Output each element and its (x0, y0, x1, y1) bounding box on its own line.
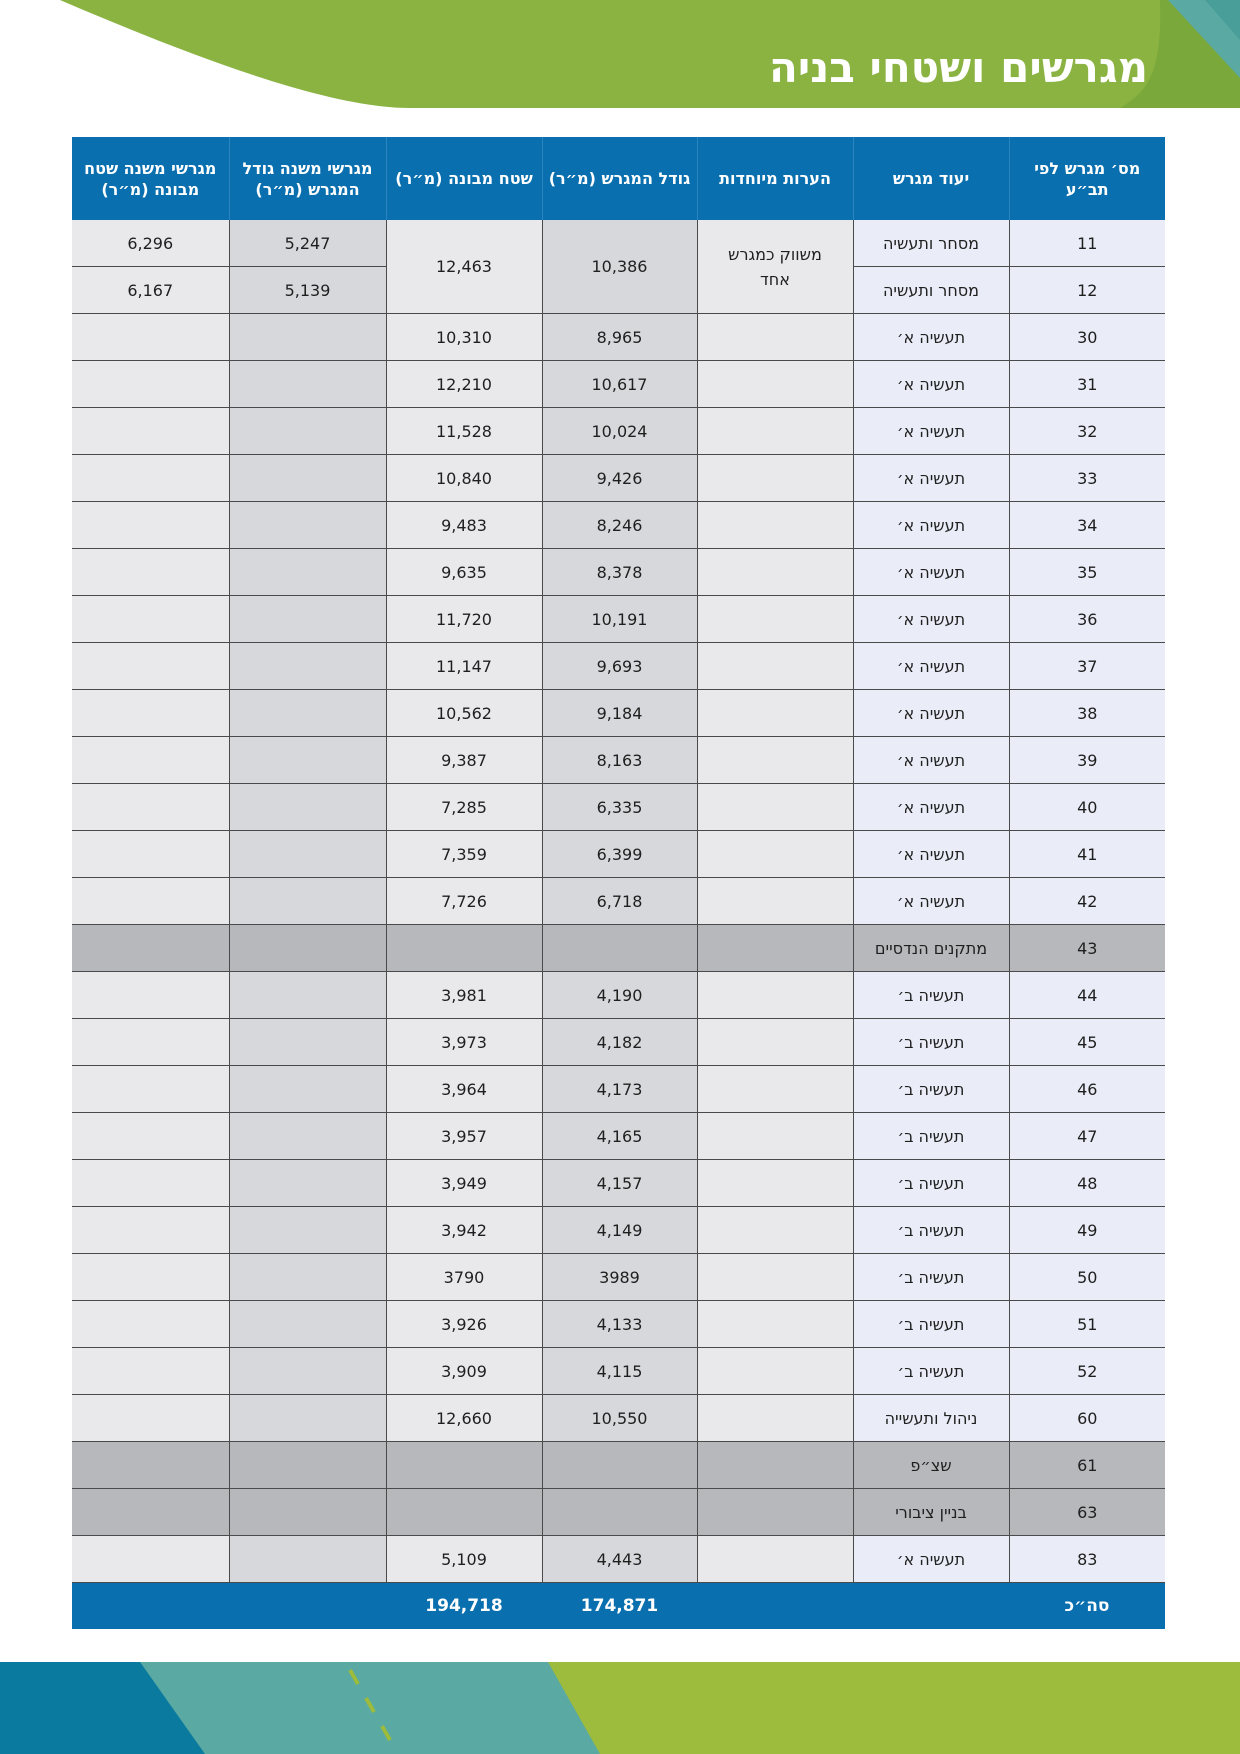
plot-use-cell: תעשיה א׳ (853, 408, 1009, 455)
subplot-size-cell (229, 972, 386, 1019)
header-plot-use: יעוד מגרש (853, 137, 1009, 220)
subplot-size-cell (229, 596, 386, 643)
subplot-built-cell (72, 878, 229, 925)
plot-use-cell: תעשיה ב׳ (853, 1207, 1009, 1254)
built-area-cell: 3,957 (386, 1113, 542, 1160)
plot-size-cell: 10,550 (542, 1395, 697, 1442)
subplot-built-cell (72, 643, 229, 690)
subplot-size-cell (229, 737, 386, 784)
notes-cell (697, 690, 853, 737)
plot-use-cell: תעשיה א׳ (853, 455, 1009, 502)
plot-number-cell: 47 (1009, 1113, 1165, 1160)
table-row (72, 784, 1165, 831)
plot-use-cell: תעשיה א׳ (853, 784, 1009, 831)
table-row (72, 596, 1165, 643)
total-empty (72, 1583, 229, 1630)
subplot-size-cell (229, 1066, 386, 1113)
plot-size-cell (542, 925, 697, 972)
subplot-built-cell (72, 1113, 229, 1160)
plot-number-cell: 44 (1009, 972, 1165, 1019)
table-row (72, 1301, 1165, 1348)
plot-number-cell: 38 (1009, 690, 1165, 737)
table-row (72, 1113, 1165, 1160)
plot-use-cell: תעשיה ב׳ (853, 972, 1009, 1019)
built-area-cell: 9,483 (386, 502, 542, 549)
notes-cell (697, 1348, 853, 1395)
plot-size-cell: 9,184 (542, 690, 697, 737)
total-empty (853, 1583, 1009, 1630)
subplot-size-cell (229, 1395, 386, 1442)
plot-size-cell: 8,246 (542, 502, 697, 549)
table-row (72, 1019, 1165, 1066)
built-area-cell: 9,387 (386, 737, 542, 784)
table-row (72, 831, 1165, 878)
subplot-built-cell (72, 314, 229, 361)
plot-number-cell: 48 (1009, 1160, 1165, 1207)
plot-number-cell: 83 (1009, 1536, 1165, 1583)
table-row (72, 1348, 1165, 1395)
built-area-cell: 5,109 (386, 1536, 542, 1583)
subplot-size-cell: 5,139 (229, 267, 386, 314)
built-area-cell (386, 1442, 542, 1489)
notes-cell (697, 925, 853, 972)
plot-number-cell: 39 (1009, 737, 1165, 784)
built-area-cell: 7,726 (386, 878, 542, 925)
plot-number-cell: 51 (1009, 1301, 1165, 1348)
notes-cell (697, 455, 853, 502)
plot-number-cell: 41 (1009, 831, 1165, 878)
subplot-size-cell (229, 1536, 386, 1583)
plot-size-cell: 4,157 (542, 1160, 697, 1207)
built-area-cell: 7,359 (386, 831, 542, 878)
table-row (72, 1442, 1165, 1489)
notes-cell (697, 1536, 853, 1583)
footer-banner (0, 1662, 1240, 1754)
plot-number-cell: 46 (1009, 1066, 1165, 1113)
plot-number-cell: 37 (1009, 643, 1165, 690)
plot-use-cell: תעשיה א׳ (853, 502, 1009, 549)
subplot-built-cell: 6,167 (72, 267, 229, 314)
notes-cell (697, 1301, 853, 1348)
subplot-size-cell (229, 455, 386, 502)
header-subplot-size: מגרשי משנה גודל המגרש (מ״ר) (229, 137, 386, 220)
plot-number-cell: 33 (1009, 455, 1165, 502)
plot-use-cell: תעשיה א׳ (853, 314, 1009, 361)
built-area-cell: 9,635 (386, 549, 542, 596)
plot-number-cell: 42 (1009, 878, 1165, 925)
plot-size-cell: 10,386 (542, 220, 697, 314)
subplot-built-cell (72, 1442, 229, 1489)
subplot-size-cell (229, 925, 386, 972)
table-row (72, 972, 1165, 1019)
table-row (72, 549, 1165, 596)
subplot-built-cell (72, 784, 229, 831)
built-area-cell: 10,562 (386, 690, 542, 737)
plot-size-cell: 4,190 (542, 972, 697, 1019)
subplot-size-cell (229, 1207, 386, 1254)
subplot-built-cell (72, 1395, 229, 1442)
subplot-built-cell (72, 737, 229, 784)
plot-size-cell: 8,378 (542, 549, 697, 596)
subplot-built-cell (72, 1019, 229, 1066)
built-area-cell: 3,942 (386, 1207, 542, 1254)
plot-use-cell: תעשיה ב׳ (853, 1348, 1009, 1395)
plot-use-cell: תעשיה ב׳ (853, 1066, 1009, 1113)
subplot-size-cell (229, 549, 386, 596)
subplot-size-cell: 5,247 (229, 220, 386, 267)
built-area-cell: 12,210 (386, 361, 542, 408)
subplot-size-cell (229, 878, 386, 925)
plot-size-cell: 6,335 (542, 784, 697, 831)
built-area-cell: 11,147 (386, 643, 542, 690)
plot-number-cell: 34 (1009, 502, 1165, 549)
notes-cell (697, 220, 853, 314)
built-area-cell (386, 925, 542, 972)
table-row (72, 1207, 1165, 1254)
plot-use-cell: ניהול ותעשייה (853, 1395, 1009, 1442)
plot-use-cell: תעשיה ב׳ (853, 1301, 1009, 1348)
subplot-size-cell (229, 1489, 386, 1536)
plot-use-cell: תעשיה א׳ (853, 549, 1009, 596)
subplot-size-cell (229, 314, 386, 361)
plot-use-cell: תעשיה א׳ (853, 1536, 1009, 1583)
notes-cell (697, 314, 853, 361)
subplot-built-cell (72, 1348, 229, 1395)
subplot-built-cell (72, 1066, 229, 1113)
notes-cell (697, 1489, 853, 1536)
plot-size-cell: 10,024 (542, 408, 697, 455)
table-row (72, 361, 1165, 408)
plot-use-cell: תעשיה ב׳ (853, 1160, 1009, 1207)
plot-size-cell: 4,149 (542, 1207, 697, 1254)
subplot-built-cell (72, 1254, 229, 1301)
notes-cell (697, 1066, 853, 1113)
header-plot-number: מס׳ מגרש לפי תב״ע (1009, 137, 1165, 220)
built-area-cell: 3,949 (386, 1160, 542, 1207)
header-built-area: שטח מבונה (מ״ר) (386, 137, 542, 220)
plot-use-cell: תעשיה א׳ (853, 737, 1009, 784)
subplot-size-cell (229, 1113, 386, 1160)
table-row (72, 220, 1165, 267)
plot-size-cell: 10,191 (542, 596, 697, 643)
subplot-built-cell (72, 1207, 229, 1254)
plot-size-cell: 4,115 (542, 1348, 697, 1395)
plot-number-cell: 11 (1009, 220, 1165, 267)
plot-size-cell: 4,173 (542, 1066, 697, 1113)
header-plot-size: גודל המגרש (מ״ר) (542, 137, 697, 220)
notes-cell (697, 737, 853, 784)
notes-cell (697, 361, 853, 408)
notes-cell (697, 1113, 853, 1160)
plot-number-cell: 35 (1009, 549, 1165, 596)
plots-table (72, 137, 1165, 1629)
plot-size-cell: 8,965 (542, 314, 697, 361)
subplot-built-cell (72, 1489, 229, 1536)
header-notes: הערות מיוחדות (697, 137, 853, 220)
notes-cell (697, 1160, 853, 1207)
plot-size-cell (542, 1442, 697, 1489)
plot-size-cell: 3989 (542, 1254, 697, 1301)
subplot-size-cell (229, 502, 386, 549)
plot-size-cell: 4,443 (542, 1536, 697, 1583)
plot-number-cell: 30 (1009, 314, 1165, 361)
subplot-built-cell (72, 408, 229, 455)
table-row (72, 1536, 1165, 1583)
plot-use-cell: מסחר ותעשיה (853, 267, 1009, 314)
total-built-area: 194,718 (386, 1583, 542, 1630)
subplot-size-cell (229, 1019, 386, 1066)
subplot-size-cell (229, 1348, 386, 1395)
table-row (72, 925, 1165, 972)
subplot-size-cell (229, 643, 386, 690)
header-subplot-built: מגרשי משנה שטח מבונה (מ״ר) (72, 137, 229, 220)
subplot-built-cell (72, 925, 229, 972)
table-row (72, 1254, 1165, 1301)
notes-cell (697, 408, 853, 455)
built-area-cell: 3,981 (386, 972, 542, 1019)
table-row (72, 1395, 1165, 1442)
built-area-cell: 3790 (386, 1254, 542, 1301)
built-area-cell: 3,964 (386, 1066, 542, 1113)
plot-number-cell: 49 (1009, 1207, 1165, 1254)
built-area-cell: 3,926 (386, 1301, 542, 1348)
subplot-built-cell (72, 1160, 229, 1207)
built-area-cell: 3,973 (386, 1019, 542, 1066)
plot-number-cell: 60 (1009, 1395, 1165, 1442)
subplot-built-cell (72, 361, 229, 408)
subplot-size-cell (229, 831, 386, 878)
subplot-built-cell (72, 1301, 229, 1348)
plot-use-cell: תעשיה א׳ (853, 831, 1009, 878)
notes-cell (697, 502, 853, 549)
subplot-size-cell (229, 1442, 386, 1489)
plot-use-cell: תעשיה ב׳ (853, 1113, 1009, 1160)
built-area-cell (386, 1489, 542, 1536)
plot-size-cell: 9,693 (542, 643, 697, 690)
subplot-built-cell (72, 831, 229, 878)
plot-size-cell: 4,182 (542, 1019, 697, 1066)
plot-use-cell: שצ״פ (853, 1442, 1009, 1489)
notes-cell (697, 1442, 853, 1489)
subplot-built-cell (72, 549, 229, 596)
group-note-text: משווק כמגרש אחד (728, 244, 822, 289)
subplot-size-cell (229, 1301, 386, 1348)
plot-number-cell: 40 (1009, 784, 1165, 831)
table-row (72, 737, 1165, 784)
built-area-cell: 12,463 (386, 220, 542, 314)
plot-number-cell: 31 (1009, 361, 1165, 408)
notes-cell (697, 643, 853, 690)
subplot-built-cell (72, 972, 229, 1019)
notes-cell (697, 1254, 853, 1301)
plot-use-cell: תעשיה א׳ (853, 878, 1009, 925)
plot-number-cell: 12 (1009, 267, 1165, 314)
plot-number-cell: 50 (1009, 1254, 1165, 1301)
table-row (72, 690, 1165, 737)
plot-number-cell: 32 (1009, 408, 1165, 455)
notes-cell (697, 1207, 853, 1254)
table-row (72, 1489, 1165, 1536)
total-empty (229, 1583, 386, 1630)
plot-number-cell: 52 (1009, 1348, 1165, 1395)
plot-use-cell: תעשיה ב׳ (853, 1019, 1009, 1066)
notes-cell (697, 878, 853, 925)
subplot-built-cell (72, 1536, 229, 1583)
plot-use-cell: תעשיה א׳ (853, 361, 1009, 408)
total-plot-size: 174,871 (542, 1583, 697, 1630)
plot-use-cell: מסחר ותעשיה (853, 220, 1009, 267)
built-area-cell: 10,840 (386, 455, 542, 502)
plot-use-cell: תעשיה א׳ (853, 643, 1009, 690)
subplot-built-cell (72, 690, 229, 737)
plot-number-cell: 61 (1009, 1442, 1165, 1489)
subplot-size-cell (229, 361, 386, 408)
notes-cell (697, 831, 853, 878)
page-title: מגרשים ושטחי בניה (768, 43, 1148, 92)
table-row (72, 1160, 1165, 1207)
subplot-size-cell (229, 784, 386, 831)
table-row (72, 878, 1165, 925)
notes-cell (697, 1395, 853, 1442)
plot-size-cell: 9,426 (542, 455, 697, 502)
plot-number-cell: 36 (1009, 596, 1165, 643)
plot-number-cell: 45 (1009, 1019, 1165, 1066)
table-header-row (72, 137, 1165, 220)
built-area-cell: 11,528 (386, 408, 542, 455)
total-row (72, 1583, 1165, 1630)
table-row (72, 502, 1165, 549)
plot-use-cell: תעשיה ב׳ (853, 1254, 1009, 1301)
plot-size-cell: 6,718 (542, 878, 697, 925)
built-area-cell: 11,720 (386, 596, 542, 643)
plot-number-cell: 63 (1009, 1489, 1165, 1536)
table-row (72, 643, 1165, 690)
table-row (72, 408, 1165, 455)
subplot-built-cell (72, 502, 229, 549)
plot-use-cell: תעשיה א׳ (853, 596, 1009, 643)
built-area-cell: 10,310 (386, 314, 542, 361)
built-area-cell: 7,285 (386, 784, 542, 831)
plot-use-cell: מתקנים הנדסיים (853, 925, 1009, 972)
built-area-cell: 3,909 (386, 1348, 542, 1395)
notes-cell (697, 549, 853, 596)
notes-cell (697, 1019, 853, 1066)
subplot-built-cell (72, 596, 229, 643)
notes-cell (697, 596, 853, 643)
total-empty (697, 1583, 853, 1630)
total-label: סה״כ (1009, 1583, 1165, 1630)
subplot-built-cell: 6,296 (72, 220, 229, 267)
table-row (72, 314, 1165, 361)
subplot-size-cell (229, 1254, 386, 1301)
plot-size-cell: 6,399 (542, 831, 697, 878)
notes-cell (697, 972, 853, 1019)
built-area-cell: 12,660 (386, 1395, 542, 1442)
subplot-size-cell (229, 690, 386, 737)
plot-size-cell: 8,163 (542, 737, 697, 784)
subplot-size-cell (229, 408, 386, 455)
plot-number-cell: 43 (1009, 925, 1165, 972)
plot-use-cell: בניין ציבורי (853, 1489, 1009, 1536)
plot-size-cell: 4,165 (542, 1113, 697, 1160)
table-row (72, 455, 1165, 502)
plot-size-cell: 4,133 (542, 1301, 697, 1348)
subplot-size-cell (229, 1160, 386, 1207)
plot-size-cell: 10,617 (542, 361, 697, 408)
subplot-built-cell (72, 455, 229, 502)
plot-use-cell: תעשיה א׳ (853, 690, 1009, 737)
table-row (72, 1066, 1165, 1113)
notes-cell (697, 784, 853, 831)
plot-size-cell (542, 1489, 697, 1536)
